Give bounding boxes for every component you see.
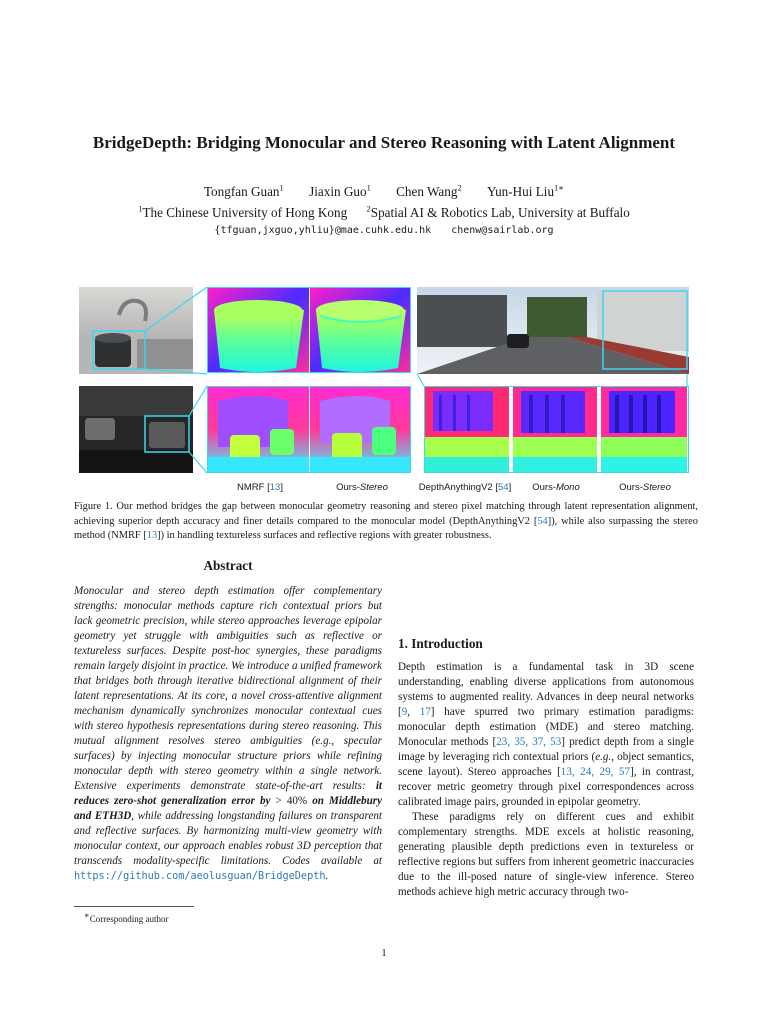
abstract-body: Monocular and stereo depth estimation offer complementary strengths: monocular methods capture rich contextual priors but lack geometric precision, while stereo approaches leverage epipolar geometry yet struggle with ambiguities such as reflective or textureless surfaces. Despite post-hoc synergies, these paradigms remain largely disjoint in practice. We introduce a unified framework that bridges both through iterative bidirectional alignment of their latent representations. At its core, a novel cross-attentive alignment mechanism dynamically synchronizes monocular contextual cues with stereo hypothesis representations during stereo reasoning. This mutual alignment resolves stereo ambiguities (e.g., specular surfaces) by injecting monocular structure priors while refining monocular depth with stereo geometry within a single network. Extensive experiments demonstrate state-of-the-art results: it reduces zero-shot generalization error by > 40% on Middlebury and ETH3D, while addressing longstanding failures on transparent and reflective surfaces. By harmonizing multi-view geometry with monocular context, our approach enables robust 3D perception that transcends modality-specific limitations. Codes available at https://github.com/aeolusguan/BridgeDepth. xyxy=(74,585,382,882)
emails xyxy=(0,225,768,236)
label-nmrf: NMRF [13] xyxy=(237,482,283,493)
affiliation-1: $^1$The Chinese University of Hong Kong xyxy=(138,204,348,221)
page-number: 1 xyxy=(381,947,387,959)
code-link[interactable]: https://github.com/aeolusguan/BridgeDepth xyxy=(74,871,326,882)
affiliations xyxy=(0,204,768,221)
label-ours-stereo-1: Ours-Stereo xyxy=(336,482,388,493)
label-ours-mono: Ours-Mono xyxy=(532,482,580,493)
photo-street xyxy=(417,287,689,374)
paper-title: BridgeDepth: Bridging Monocular and Stereo Reasoning with Latent Alignment xyxy=(92,133,676,152)
email-sairlab: chenw@sairlab.org xyxy=(451,225,554,236)
author-1: Tongfan Guan$^1$ xyxy=(203,183,284,200)
zoom-frame-pot-top xyxy=(207,287,411,373)
zoom-frame-stove xyxy=(207,386,411,473)
email-cuhk: {tfguan,jxguo,yhliu}@mae.cuhk.edu.hk xyxy=(214,225,432,236)
figure-caption: Figure 1. Our method bridges the gap between monocular geometry reasoning and stereo pixel matching through latent representation alignment, achieving superior depth accuracy and finer details compared to the monocular model (DepthAnythingV2 [54]), while also surpassing the stereo method (NMRF [13]) in handling textureless surfaces and reflective regions with greater robustness. xyxy=(74,501,698,542)
label-ours-stereo-2: Ours-Stereo xyxy=(619,482,671,493)
abstract-heading: Abstract xyxy=(203,558,253,573)
intro-paragraph-2: These paradigms rely on different cues and exhibit complementary strengths. MDE excels at holistic reasoning, generating plausible depth predictions even in textureless or reflective regions but suffers from inherent geometric inaccuracies due to the ill-posed nature of single-view inference. Stereo methods achieve high metric accuracy through two- xyxy=(398,811,694,898)
author-4: Yun-Hui Liu$^{1∗}$ xyxy=(487,183,565,200)
intro-paragraph-1: Depth estimation is a fundamental task in 3D scene understanding, enabling diverse applications from autonomous systems to augmented reality. Advances in deep neural networks [9, 17] have spurred two primary estimation paradigms: monocular depth estimation (MDE) and stereo matching. Monocular methods [23, 35, 37, 53] predict depth from a single image by leveraging rich contextual priors (e.g., object semantics, scene layout). Stereo approaches [13, 24, 29, 57], in contrast, recover metric geometry through pixel correspondences across calibrated image pairs, grounded in epipolar geometry. xyxy=(398,661,695,808)
label-depthanythingv2: DepthAnythingV2 [54] xyxy=(418,482,512,493)
footnote: ∗Corresponding author xyxy=(84,910,169,924)
author-2: Jiaxin Guo$^1$ xyxy=(309,183,371,200)
intro-body xyxy=(398,660,694,900)
author-3: Chen Wang$^2$ xyxy=(396,183,462,200)
figure-1 xyxy=(79,287,689,479)
zoom-frame-street xyxy=(424,386,689,473)
intro-heading: 1. Introduction xyxy=(398,636,483,651)
author-list xyxy=(0,183,768,200)
footnote-rule xyxy=(74,906,194,907)
affiliation-2: $^2$Spatial AI & Robotics Lab, University at Buffalo xyxy=(366,204,630,221)
